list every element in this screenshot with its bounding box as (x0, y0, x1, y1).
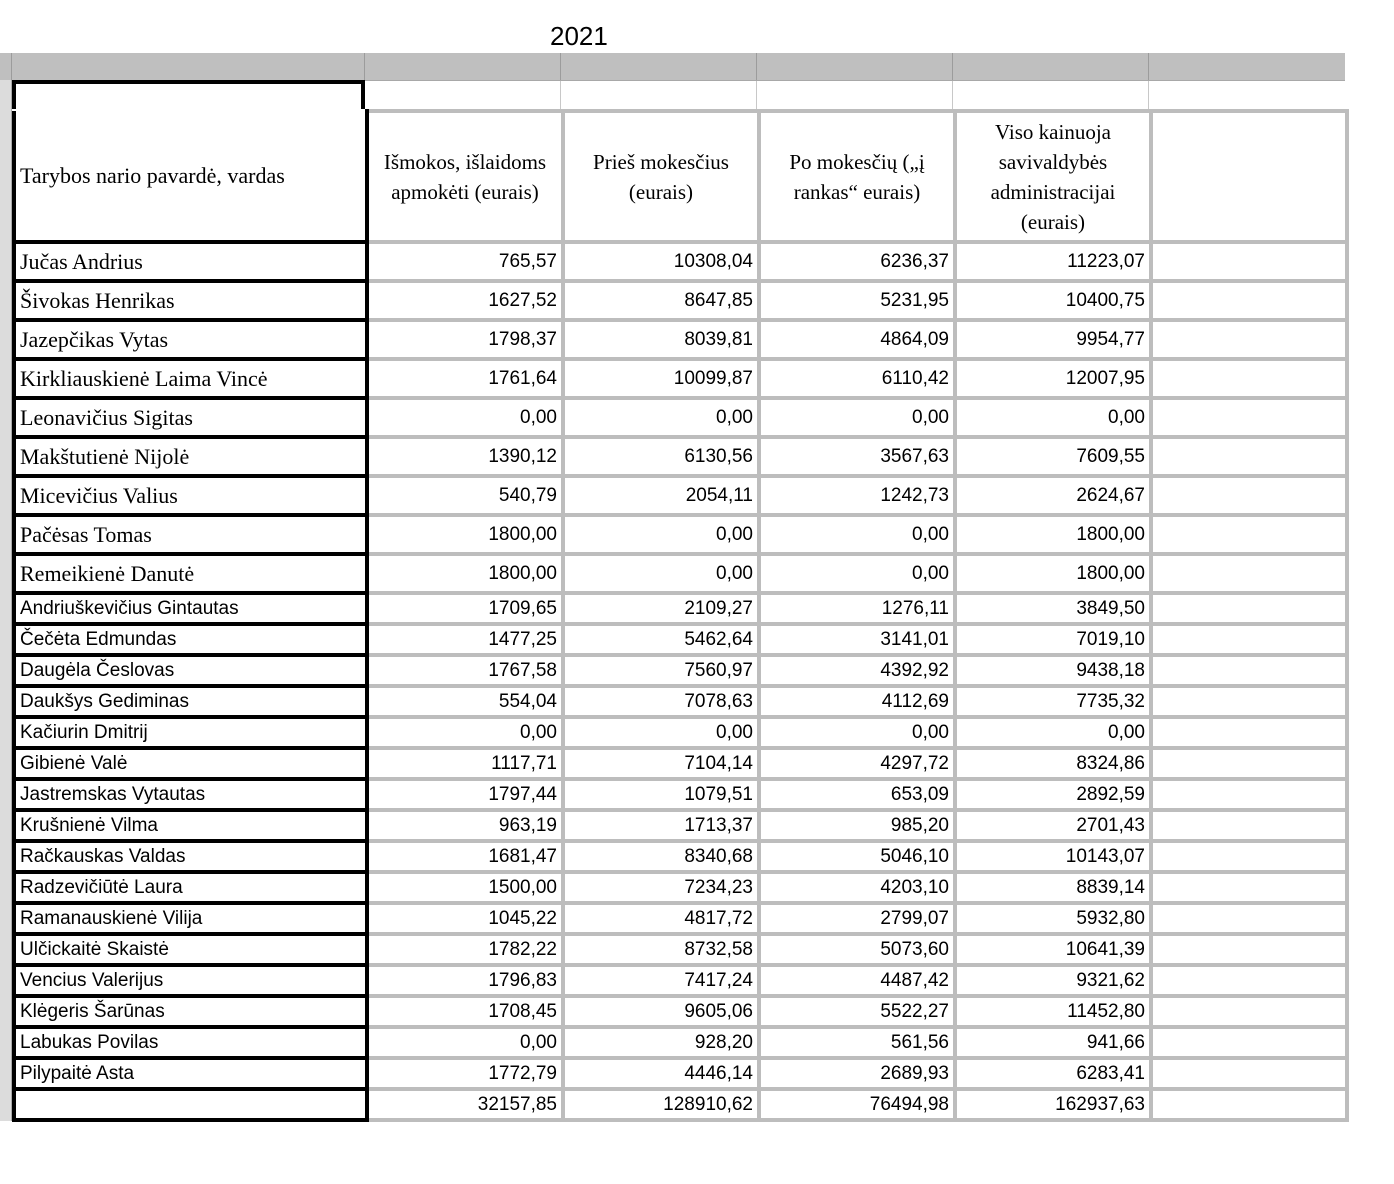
before-tax-cell[interactable]: 8039,81 (563, 320, 759, 359)
table-row (14, 624, 1347, 655)
header-before-tax[interactable]: Prieš mokesčius (eurais) (563, 111, 759, 242)
total-cost-cell[interactable]: 1800,00 (955, 554, 1151, 593)
before-tax-cell[interactable]: 0,00 (563, 554, 759, 593)
total-cost-cell[interactable]: 9954,77 (955, 320, 1151, 359)
total-cost-cell[interactable]: 6283,41 (955, 1058, 1151, 1089)
member-name-cell[interactable]: Daukšys Gediminas (14, 686, 367, 717)
after-tax-cell[interactable]: 4203,10 (759, 872, 955, 903)
table-row (14, 1058, 1347, 1089)
total-cost-cell[interactable]: 2624,67 (955, 476, 1151, 515)
table-row (14, 717, 1347, 748)
member-name-cell[interactable]: Micevičius Valius (14, 476, 367, 515)
payments-cell[interactable]: 1681,47 (367, 841, 563, 872)
after-tax-cell[interactable]: 4392,92 (759, 655, 955, 686)
payments-cell[interactable]: 1709,65 (367, 593, 563, 624)
after-tax-cell[interactable]: 0,00 (759, 398, 955, 437)
member-name-cell[interactable]: Radzevičiūtė Laura (14, 872, 367, 903)
total-payments-cell[interactable]: 32157,85 (367, 1089, 563, 1120)
table-row (14, 437, 1347, 476)
header-after-tax[interactable]: Po mokesčių („į rankas“ eurais) (759, 111, 955, 242)
after-tax-cell[interactable]: 2799,07 (759, 903, 955, 934)
payments-cell[interactable]: 1761,64 (367, 359, 563, 398)
after-tax-cell[interactable]: 4864,09 (759, 320, 955, 359)
table-row (14, 748, 1347, 779)
header-row (14, 111, 1347, 242)
member-name-cell[interactable]: Jastremskas Vytautas (14, 779, 367, 810)
member-name-cell[interactable]: Daugėla Česlovas (14, 655, 367, 686)
empty-cell[interactable] (1151, 1027, 1347, 1058)
empty-cell[interactable] (1151, 717, 1347, 748)
table-row (14, 810, 1347, 841)
after-tax-cell[interactable]: 0,00 (759, 515, 955, 554)
payments-cell[interactable]: 765,57 (367, 242, 563, 281)
before-tax-cell[interactable]: 2054,11 (563, 476, 759, 515)
after-tax-cell[interactable]: 2689,93 (759, 1058, 955, 1089)
empty-cell[interactable] (1151, 655, 1347, 686)
before-tax-cell[interactable]: 5462,64 (563, 624, 759, 655)
payments-cell[interactable]: 1797,44 (367, 779, 563, 810)
after-tax-cell[interactable]: 5231,95 (759, 281, 955, 320)
after-tax-cell[interactable]: 6236,37 (759, 242, 955, 281)
total-cost-cell[interactable]: 11452,80 (955, 996, 1151, 1027)
empty-cell[interactable] (1151, 359, 1347, 398)
payments-cell[interactable]: 0,00 (367, 1027, 563, 1058)
after-tax-cell[interactable]: 653,09 (759, 779, 955, 810)
table-row (14, 996, 1347, 1027)
total-cost-cell[interactable]: 11223,07 (955, 242, 1151, 281)
empty-cell[interactable] (1151, 437, 1347, 476)
empty-cell[interactable] (1151, 554, 1347, 593)
empty-cell[interactable] (1151, 1058, 1347, 1089)
before-tax-cell[interactable]: 0,00 (563, 515, 759, 554)
payments-cell[interactable]: 0,00 (367, 717, 563, 748)
after-tax-cell[interactable]: 6110,42 (759, 359, 955, 398)
totals-row (14, 1089, 1347, 1120)
empty-cell[interactable] (1151, 515, 1347, 554)
total-cost-cell[interactable]: 12007,95 (955, 359, 1151, 398)
table-row (14, 965, 1347, 996)
blank-row (365, 81, 1345, 109)
member-name-cell[interactable]: Jazepčikas Vytas (14, 320, 367, 359)
before-tax-cell[interactable]: 8647,85 (563, 281, 759, 320)
after-tax-cell[interactable]: 3141,01 (759, 624, 955, 655)
header-empty[interactable] (1151, 111, 1347, 242)
total-cost-cell[interactable]: 7609,55 (955, 437, 1151, 476)
header-name[interactable]: Tarybos nario pavardė, vardas (14, 111, 367, 242)
total-cost-cell[interactable]: 1800,00 (955, 515, 1151, 554)
empty-cell[interactable] (1151, 398, 1347, 437)
total-cost-cell[interactable]: 3849,50 (955, 593, 1151, 624)
column-separator (364, 53, 365, 80)
payments-cell[interactable]: 1796,83 (367, 965, 563, 996)
empty-cell[interactable] (1151, 320, 1347, 359)
payments-cell[interactable]: 1800,00 (367, 515, 563, 554)
empty-cell[interactable] (1151, 686, 1347, 717)
total-cost-cell[interactable]: 0,00 (955, 398, 1151, 437)
total-cost-cell[interactable]: 2701,43 (955, 810, 1151, 841)
payments-cell[interactable]: 0,00 (367, 398, 563, 437)
total-cost-cell[interactable]: 9438,18 (955, 655, 1151, 686)
member-name-cell[interactable]: Kirkliauskienė Laima Vincė (14, 359, 367, 398)
after-tax-cell[interactable]: 3567,63 (759, 437, 955, 476)
table-row (14, 686, 1347, 717)
member-name-cell[interactable]: Remeikienė Danutė (14, 554, 367, 593)
after-tax-cell[interactable]: 561,56 (759, 1027, 955, 1058)
table-row (14, 1027, 1347, 1058)
before-tax-cell[interactable]: 2109,27 (563, 593, 759, 624)
member-name-cell[interactable]: Klėgeris Šarūnas (14, 996, 367, 1027)
empty-cell[interactable] (1151, 841, 1347, 872)
before-tax-cell[interactable]: 4446,14 (563, 1058, 759, 1089)
after-tax-cell[interactable]: 5046,10 (759, 841, 955, 872)
table-row (14, 934, 1347, 965)
table-row (14, 593, 1347, 624)
payments-cell[interactable]: 1767,58 (367, 655, 563, 686)
before-tax-cell[interactable]: 928,20 (563, 1027, 759, 1058)
total-cost-cell[interactable]: 8839,14 (955, 872, 1151, 903)
after-tax-cell[interactable]: 0,00 (759, 717, 955, 748)
payments-cell[interactable]: 1708,45 (367, 996, 563, 1027)
after-tax-cell[interactable]: 0,00 (759, 554, 955, 593)
table-row (14, 554, 1347, 593)
total-cost-cell[interactable]: 5932,80 (955, 903, 1151, 934)
column-separator (1148, 53, 1149, 80)
after-tax-cell[interactable]: 4297,72 (759, 748, 955, 779)
total-cost-cell[interactable]: 941,66 (955, 1027, 1151, 1058)
payments-cell[interactable]: 963,19 (367, 810, 563, 841)
table-row (14, 476, 1347, 515)
before-tax-cell[interactable]: 7417,24 (563, 965, 759, 996)
empty-cell[interactable] (1151, 476, 1347, 515)
member-name-cell[interactable]: Pilypaitė Asta (14, 1058, 367, 1089)
member-name-cell[interactable]: Kačiurin Dmitrij (14, 717, 367, 748)
empty-cell[interactable] (1151, 965, 1347, 996)
totals-name-cell[interactable] (14, 1089, 367, 1120)
total-cost-cell[interactable]: 0,00 (955, 717, 1151, 748)
before-tax-cell[interactable]: 10099,87 (563, 359, 759, 398)
empty-cell[interactable] (1151, 748, 1347, 779)
table-row (14, 872, 1347, 903)
header-total-cost[interactable]: Viso kainuoja savivaldybės administracijai (eurais) (955, 111, 1151, 242)
blank-cell (952, 81, 953, 109)
member-name-cell[interactable]: Andriuškevičius Gintautas (14, 593, 367, 624)
payments-cell[interactable]: 1390,12 (367, 437, 563, 476)
total-cost-cell[interactable]: 2892,59 (955, 779, 1151, 810)
before-tax-cell[interactable]: 8340,68 (563, 841, 759, 872)
before-tax-cell[interactable]: 7234,23 (563, 872, 759, 903)
after-tax-cell[interactable]: 1276,11 (759, 593, 955, 624)
payments-cell[interactable]: 1117,71 (367, 748, 563, 779)
empty-cell[interactable] (1151, 934, 1347, 965)
column-separator (11, 53, 12, 80)
empty-cell[interactable] (1151, 281, 1347, 320)
total-cost-cell[interactable]: 10641,39 (955, 934, 1151, 965)
before-tax-cell[interactable]: 10308,04 (563, 242, 759, 281)
member-name-cell[interactable]: Makštutienė Nijolė (14, 437, 367, 476)
total-cost-cell[interactable]: 8324,86 (955, 748, 1151, 779)
member-name-cell[interactable]: Krušnienė Vilma (14, 810, 367, 841)
empty-cell[interactable] (1151, 996, 1347, 1027)
table-row (14, 320, 1347, 359)
total-after-tax-cell[interactable]: 76494,98 (759, 1089, 955, 1120)
table-row (14, 281, 1347, 320)
empty-cell[interactable] (1151, 872, 1347, 903)
before-tax-cell[interactable]: 7560,97 (563, 655, 759, 686)
empty-cell[interactable] (1151, 779, 1347, 810)
member-name-cell[interactable]: Ramanauskienė Vilija (14, 903, 367, 934)
before-tax-cell[interactable]: 7078,63 (563, 686, 759, 717)
column-header-strip (0, 53, 1345, 81)
empty-cell[interactable] (1151, 242, 1347, 281)
member-name-cell[interactable]: Gibienė Valė (14, 748, 367, 779)
payments-cell[interactable]: 1045,22 (367, 903, 563, 934)
before-tax-cell[interactable]: 1079,51 (563, 779, 759, 810)
table-row (14, 242, 1347, 281)
total-cost-cell[interactable]: 7735,32 (955, 686, 1151, 717)
payments-cell[interactable]: 554,04 (367, 686, 563, 717)
total-cost-sum-cell[interactable]: 162937,63 (955, 1089, 1151, 1120)
header-payments[interactable]: Išmokos, išlaidoms apmokėti (eurais) (367, 111, 563, 242)
after-tax-cell[interactable]: 4487,42 (759, 965, 955, 996)
column-separator (560, 53, 561, 80)
member-name-cell[interactable]: Pačėsas Tomas (14, 515, 367, 554)
table-row (14, 359, 1347, 398)
total-before-tax-cell[interactable]: 128910,62 (563, 1089, 759, 1120)
blank-cell (1148, 81, 1149, 109)
after-tax-cell[interactable]: 5522,27 (759, 996, 955, 1027)
payments-cell[interactable]: 1800,00 (367, 554, 563, 593)
blank-cell (756, 81, 757, 109)
member-name-cell[interactable]: Leonavičius Sigitas (14, 398, 367, 437)
row-header-strip (0, 80, 12, 1121)
column-separator (952, 53, 953, 80)
council-members-table (12, 109, 1349, 1122)
after-tax-cell[interactable]: 5073,60 (759, 934, 955, 965)
totals-empty-cell[interactable] (1151, 1089, 1347, 1120)
table-row (14, 779, 1347, 810)
member-name-cell[interactable]: Jučas Andrius (14, 242, 367, 281)
member-name-cell[interactable]: Šivokas Henrikas (14, 281, 367, 320)
member-name-cell[interactable]: Labukas Povilas (14, 1027, 367, 1058)
blank-cell (560, 81, 561, 109)
sheet-title: 2021 (550, 21, 608, 51)
empty-cell[interactable] (1151, 810, 1347, 841)
payments-cell[interactable]: 1500,00 (367, 872, 563, 903)
payments-cell[interactable]: 1798,37 (367, 320, 563, 359)
empty-cell[interactable] (1151, 903, 1347, 934)
before-tax-cell[interactable]: 6130,56 (563, 437, 759, 476)
empty-cell[interactable] (1151, 624, 1347, 655)
payments-cell[interactable]: 1782,22 (367, 934, 563, 965)
after-tax-cell[interactable]: 4112,69 (759, 686, 955, 717)
table-row (14, 903, 1347, 934)
empty-cell[interactable] (1151, 593, 1347, 624)
table-row (14, 841, 1347, 872)
column-separator (756, 53, 757, 80)
total-cost-cell[interactable]: 7019,10 (955, 624, 1151, 655)
total-cost-cell[interactable]: 10143,07 (955, 841, 1151, 872)
before-tax-cell[interactable]: 4817,72 (563, 903, 759, 934)
name-header-top (12, 80, 365, 109)
before-tax-cell[interactable]: 0,00 (563, 717, 759, 748)
after-tax-cell[interactable]: 985,20 (759, 810, 955, 841)
table-row (14, 515, 1347, 554)
total-cost-cell[interactable]: 9321,62 (955, 965, 1151, 996)
table-row (14, 655, 1347, 686)
table-row (14, 398, 1347, 437)
member-name-cell[interactable]: Račkauskas Valdas (14, 841, 367, 872)
before-tax-cell[interactable]: 0,00 (563, 398, 759, 437)
before-tax-cell[interactable]: 9605,06 (563, 996, 759, 1027)
payments-cell[interactable]: 1477,25 (367, 624, 563, 655)
member-name-cell[interactable]: Čečėta Edmundas (14, 624, 367, 655)
before-tax-cell[interactable]: 7104,14 (563, 748, 759, 779)
after-tax-cell[interactable]: 1242,73 (759, 476, 955, 515)
member-name-cell[interactable]: Ulčickaitė Skaistė (14, 934, 367, 965)
member-name-cell[interactable]: Vencius Valerijus (14, 965, 367, 996)
total-cost-cell[interactable]: 10400,75 (955, 281, 1151, 320)
payments-cell[interactable]: 540,79 (367, 476, 563, 515)
before-tax-cell[interactable]: 8732,58 (563, 934, 759, 965)
payments-cell[interactable]: 1627,52 (367, 281, 563, 320)
payments-cell[interactable]: 1772,79 (367, 1058, 563, 1089)
before-tax-cell[interactable]: 1713,37 (563, 810, 759, 841)
